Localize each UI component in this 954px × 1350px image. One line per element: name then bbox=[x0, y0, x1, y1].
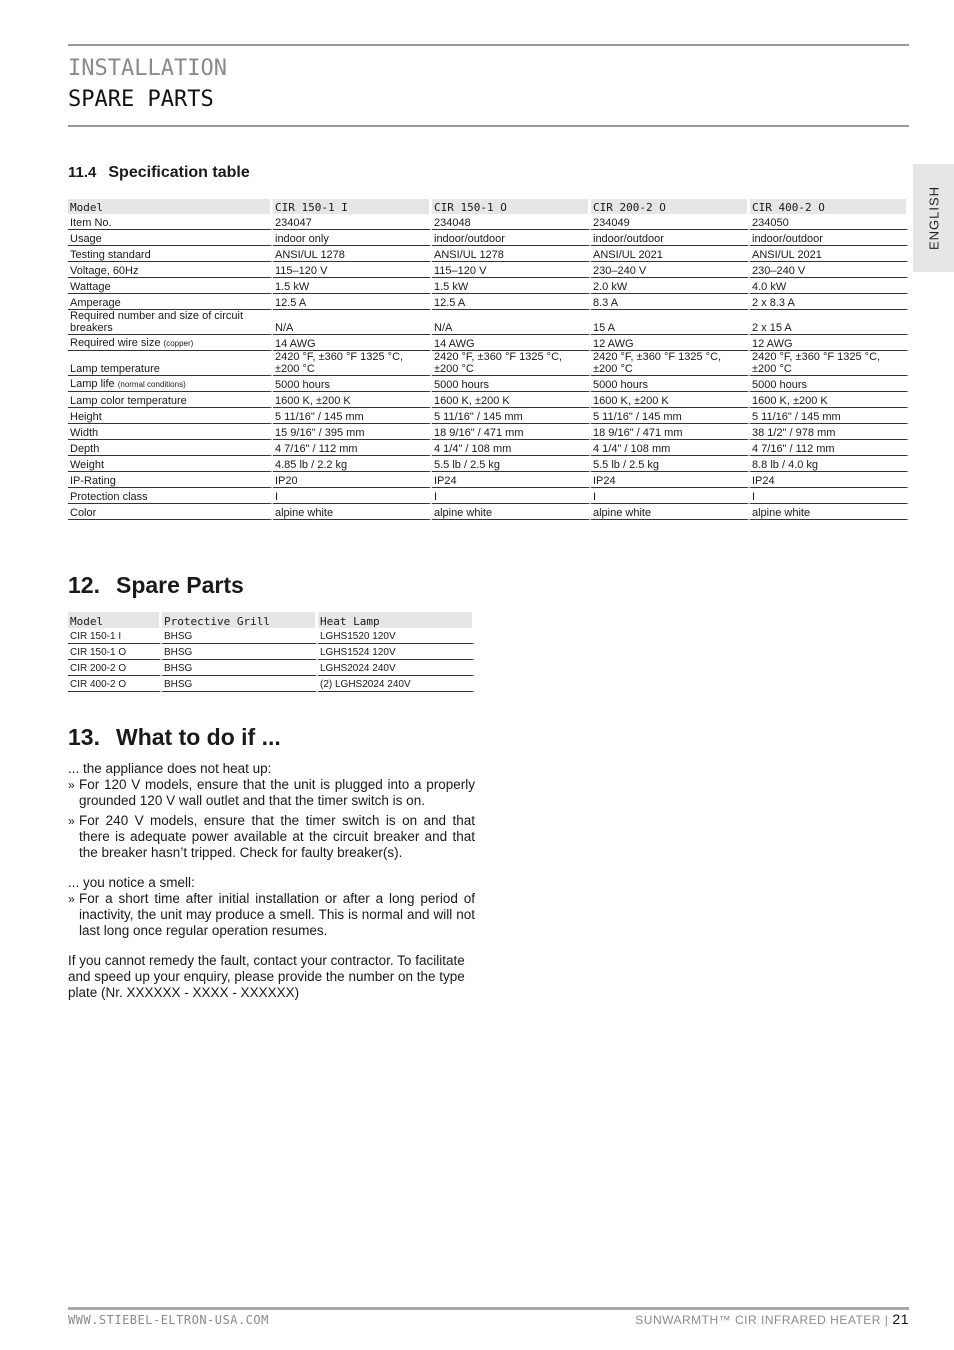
language-tab bbox=[913, 164, 954, 272]
spec-cell: I bbox=[750, 488, 909, 504]
bullet-mark: » bbox=[68, 814, 75, 828]
spec-row-label bbox=[68, 351, 273, 376]
bullet-text: For a short time after initial installation or after a long period of inactivity, the unit may produce a smell. This is normal and will not last long once regular operation resumes. bbox=[79, 891, 475, 938]
spec-row-label-text: Testing standard bbox=[70, 249, 151, 261]
spec-heading-number: 11.4 bbox=[68, 164, 97, 181]
spec-cell: 1600 K, ±200 K bbox=[273, 392, 432, 408]
spec-cell: indoor/outdoor bbox=[591, 230, 750, 246]
spec-row-label bbox=[68, 440, 273, 456]
spec-row-label bbox=[68, 310, 273, 335]
spec-cell: 2420 °F, ±360 °F 1325 °C, ±200 °C bbox=[273, 351, 432, 376]
spec-cell: 5 11/16" / 145 mm bbox=[432, 408, 591, 424]
contact-paragraph: If you cannot remedy the fault, contact your contractor. To facilitate and speed up your enquiry, please provide the number on the type plate (Nr. XXXXXX - XXXX - XXXXXX) bbox=[68, 953, 465, 1000]
spec-cell: 14 AWG bbox=[273, 335, 432, 351]
spec-row-label bbox=[68, 230, 273, 246]
spec-cell: alpine white bbox=[273, 504, 432, 520]
spec-cell: 230–240 V bbox=[750, 262, 909, 278]
bullet-mark: » bbox=[68, 778, 75, 792]
spec-cell: 2420 °F, ±360 °F 1325 °C, ±200 °C bbox=[750, 351, 909, 376]
spec-cell: I bbox=[591, 488, 750, 504]
spec-heading bbox=[68, 164, 250, 182]
parts-cell: LGHS1520 120V bbox=[318, 628, 475, 644]
spec-row-label-note: (copper) bbox=[163, 339, 194, 348]
footer-rule bbox=[68, 1307, 909, 1310]
bullet-item bbox=[68, 813, 475, 861]
spec-cell: N/A bbox=[273, 310, 432, 335]
spec-cell: indoor only bbox=[273, 230, 432, 246]
spec-cell: 5000 hours bbox=[432, 376, 591, 392]
spec-cell: 5.5 lb / 2.5 kg bbox=[591, 456, 750, 472]
spec-row-label-text: Lamp temperature bbox=[70, 363, 160, 375]
smell-case bbox=[68, 875, 475, 939]
spec-row-label-text: Required wire size bbox=[70, 337, 161, 349]
spec-row-label-text: Lamp life bbox=[70, 378, 115, 390]
spec-row-label-text: Protection class bbox=[70, 491, 148, 503]
parts-cell: CIR 400-2 O bbox=[68, 676, 162, 692]
spec-cell: 4.85 lb / 2.2 kg bbox=[273, 456, 432, 472]
spec-row-label-text: Weight bbox=[70, 459, 105, 471]
table-row bbox=[68, 214, 909, 230]
spec-cell: 2420 °F, ±360 °F 1325 °C, ±200 °C bbox=[591, 351, 750, 376]
table-row bbox=[68, 408, 909, 424]
bullet-text: For 120 V models, ensure that the unit is plugged into a properly grounded 120 V wall outlet and that the timer switch is on. bbox=[79, 777, 475, 808]
spec-cell: indoor/outdoor bbox=[750, 230, 909, 246]
table-row bbox=[68, 628, 475, 644]
spec-row-label bbox=[68, 488, 273, 504]
spec-cell: alpine white bbox=[750, 504, 909, 520]
spec-cell: 2420 °F, ±360 °F 1325 °C, ±200 °C bbox=[432, 351, 591, 376]
spec-cell: 1.5 kW bbox=[273, 278, 432, 294]
spec-cell: 4 7/16" / 112 mm bbox=[273, 440, 432, 456]
parts-cell: BHSG bbox=[162, 628, 318, 644]
spec-row-label-text: Height bbox=[70, 411, 102, 423]
spec-cell: 234049 bbox=[591, 214, 750, 230]
spare-parts-table bbox=[68, 612, 475, 692]
footer-product-name: SUNWARMTH™ CIR INFRARED HEATER bbox=[635, 1313, 881, 1327]
spec-row-label bbox=[68, 335, 273, 351]
spec-row-label bbox=[68, 424, 273, 440]
spec-cell: 2.0 kW bbox=[591, 278, 750, 294]
spec-row-label-text: Usage bbox=[70, 233, 102, 245]
parts-header-cell: Protective Grill bbox=[162, 612, 318, 628]
spec-cell: 14 AWG bbox=[432, 335, 591, 351]
spec-cell: 1600 K, ±200 K bbox=[591, 392, 750, 408]
spec-cell: 12.5 A bbox=[273, 294, 432, 310]
spec-cell: 115–120 V bbox=[432, 262, 591, 278]
spare-parts-heading-title: Spare Parts bbox=[115, 572, 244, 598]
spec-cell: 5.5 lb / 2.5 kg bbox=[432, 456, 591, 472]
spec-row-label bbox=[68, 472, 273, 488]
spec-header-cell: CIR 150-1 O bbox=[432, 199, 591, 214]
spec-cell: IP20 bbox=[273, 472, 432, 488]
no-heat-intro: ... the appliance does not heat up: bbox=[68, 761, 272, 776]
table-row bbox=[68, 351, 909, 376]
header-bottom-rule bbox=[68, 125, 909, 127]
spec-cell: IP24 bbox=[591, 472, 750, 488]
table-row bbox=[68, 488, 909, 504]
bullet-item bbox=[68, 891, 475, 939]
footer-product bbox=[635, 1311, 909, 1327]
spec-row-label bbox=[68, 456, 273, 472]
spec-row-label-note: (normal conditions) bbox=[117, 380, 186, 389]
spec-cell: 1600 K, ±200 K bbox=[432, 392, 591, 408]
spec-cell: 115–120 V bbox=[273, 262, 432, 278]
spec-header-cell: CIR 400-2 O bbox=[750, 199, 909, 214]
spec-header-cell: Model bbox=[68, 199, 273, 214]
footer-separator: | bbox=[884, 1313, 889, 1327]
table-row bbox=[68, 294, 909, 310]
parts-cell: BHSG bbox=[162, 660, 318, 676]
parts-cell: LGHS1524 120V bbox=[318, 644, 475, 660]
spec-cell: 15 9/16" / 395 mm bbox=[273, 424, 432, 440]
spec-header-cell: CIR 150-1 I bbox=[273, 199, 432, 214]
spec-row-label bbox=[68, 504, 273, 520]
spec-row-label bbox=[68, 246, 273, 262]
spec-cell: indoor/outdoor bbox=[432, 230, 591, 246]
spec-cell: 5 11/16" / 145 mm bbox=[750, 408, 909, 424]
table-row bbox=[68, 676, 475, 692]
section-heading: INSTALLATION bbox=[68, 56, 227, 81]
table-row bbox=[68, 456, 909, 472]
table-row bbox=[68, 230, 909, 246]
spec-cell: 15 A bbox=[591, 310, 750, 335]
spec-cell: alpine white bbox=[432, 504, 591, 520]
spec-cell: 2 x 8.3 A bbox=[750, 294, 909, 310]
spec-row-label-text: Item No. bbox=[70, 217, 112, 229]
spec-row-label bbox=[68, 376, 273, 392]
table-row bbox=[68, 472, 909, 488]
spec-cell: ANSI/UL 1278 bbox=[432, 246, 591, 262]
spec-cell: 12 AWG bbox=[591, 335, 750, 351]
spec-row-label-text: Depth bbox=[70, 443, 100, 455]
spec-cell: ANSI/UL 2021 bbox=[750, 246, 909, 262]
bullet-text: For 240 V models, ensure that the timer switch is on and that there is adequate power available at the circuit breaker and that the breaker hasn’t tripped. Check for faulty breaker(s). bbox=[79, 813, 475, 860]
spec-row-label bbox=[68, 262, 273, 278]
spec-cell: I bbox=[432, 488, 591, 504]
spec-row-label-text: Wattage bbox=[70, 281, 111, 293]
spec-cell: 1.5 kW bbox=[432, 278, 591, 294]
spec-cell: 234048 bbox=[432, 214, 591, 230]
footer-url[interactable]: WWW.STIEBEL-ELTRON-USA.COM bbox=[68, 1313, 269, 1327]
page-number: 21 bbox=[892, 1311, 909, 1327]
spec-cell: 5000 hours bbox=[273, 376, 432, 392]
parts-cell: CIR 150-1 O bbox=[68, 644, 162, 660]
spec-heading-title: Specification table bbox=[108, 164, 250, 181]
spec-row-label-text: Amperage bbox=[70, 297, 121, 309]
table-row bbox=[68, 262, 909, 278]
parts-cell: LGHS2024 240V bbox=[318, 660, 475, 676]
spec-cell: 5 11/16" / 145 mm bbox=[591, 408, 750, 424]
spec-cell: 4 1/4" / 108 mm bbox=[432, 440, 591, 456]
parts-cell: CIR 150-1 I bbox=[68, 628, 162, 644]
spec-row-label bbox=[68, 214, 273, 230]
no-heat-case bbox=[68, 761, 475, 861]
spec-cell: ANSI/UL 2021 bbox=[591, 246, 750, 262]
spec-row-label bbox=[68, 278, 273, 294]
spec-cell: 4 1/4" / 108 mm bbox=[591, 440, 750, 456]
header-top-rule bbox=[68, 44, 909, 46]
spec-cell: alpine white bbox=[591, 504, 750, 520]
parts-header-cell: Heat Lamp bbox=[318, 612, 475, 628]
parts-cell: BHSG bbox=[162, 644, 318, 660]
spec-cell: 234050 bbox=[750, 214, 909, 230]
troubleshooting-heading-title: What to do if ... bbox=[115, 724, 281, 750]
spec-row-label bbox=[68, 408, 273, 424]
spec-cell: 12 AWG bbox=[750, 335, 909, 351]
spec-row-label-text: Color bbox=[70, 507, 97, 519]
smell-intro: ... you notice a smell: bbox=[68, 875, 195, 890]
spec-cell: I bbox=[273, 488, 432, 504]
page-title: SPARE PARTS bbox=[68, 87, 214, 112]
spec-cell: N/A bbox=[432, 310, 591, 335]
spec-cell: IP24 bbox=[432, 472, 591, 488]
table-row bbox=[68, 644, 475, 660]
spec-cell: 5000 hours bbox=[750, 376, 909, 392]
table-row bbox=[68, 660, 475, 676]
spec-cell: 4 7/16" / 112 mm bbox=[750, 440, 909, 456]
spec-cell: 12.5 A bbox=[432, 294, 591, 310]
spec-cell: 38 1/2" / 978 mm bbox=[750, 424, 909, 440]
spare-parts-heading-number: 12. bbox=[68, 572, 100, 598]
spec-cell: 18 9/16" / 471 mm bbox=[432, 424, 591, 440]
spec-table bbox=[68, 199, 909, 520]
spec-cell: IP24 bbox=[750, 472, 909, 488]
parts-cell: (2) LGHS2024 240V bbox=[318, 676, 475, 692]
parts-header-cell: Model bbox=[68, 612, 162, 628]
spec-cell: 1600 K, ±200 K bbox=[750, 392, 909, 408]
spec-row-label-text: Voltage, 60Hz bbox=[70, 265, 139, 277]
table-row bbox=[68, 246, 909, 262]
spec-row-label bbox=[68, 392, 273, 408]
spec-cell: 2 x 15 A bbox=[750, 310, 909, 335]
spec-cell: 18 9/16" / 471 mm bbox=[591, 424, 750, 440]
table-row bbox=[68, 278, 909, 294]
table-row bbox=[68, 504, 909, 520]
spec-cell: 234047 bbox=[273, 214, 432, 230]
spec-row-label-text: Lamp color temperature bbox=[70, 395, 187, 407]
parts-cell: BHSG bbox=[162, 676, 318, 692]
language-label: ENGLISH bbox=[926, 185, 941, 251]
troubleshooting-heading-number: 13. bbox=[68, 724, 100, 750]
spec-cell: 5 11/16" / 145 mm bbox=[273, 408, 432, 424]
table-row bbox=[68, 376, 909, 392]
spec-cell: 230–240 V bbox=[591, 262, 750, 278]
spec-cell: 8.3 A bbox=[591, 294, 750, 310]
spec-row-label-text: Width bbox=[70, 427, 99, 439]
spec-header-cell: CIR 200-2 O bbox=[591, 199, 750, 214]
parts-cell: CIR 200-2 O bbox=[68, 660, 162, 676]
spec-cell: 4.0 kW bbox=[750, 278, 909, 294]
bullet-item bbox=[68, 777, 475, 809]
spec-cell: 8.8 lb / 4.0 kg bbox=[750, 456, 909, 472]
spec-row-label-text: IP-Rating bbox=[70, 475, 116, 487]
spec-cell: ANSI/UL 1278 bbox=[273, 246, 432, 262]
bullet-mark: » bbox=[68, 892, 75, 906]
troubleshooting-heading bbox=[68, 724, 281, 751]
table-row bbox=[68, 392, 909, 408]
table-row bbox=[68, 310, 909, 335]
table-row bbox=[68, 424, 909, 440]
spec-cell: 5000 hours bbox=[591, 376, 750, 392]
spec-row-label-text: Required number and size of circuit breakers bbox=[70, 310, 244, 334]
table-row bbox=[68, 440, 909, 456]
spare-parts-heading bbox=[68, 572, 244, 599]
table-row bbox=[68, 335, 909, 351]
spec-row-label bbox=[68, 294, 273, 310]
